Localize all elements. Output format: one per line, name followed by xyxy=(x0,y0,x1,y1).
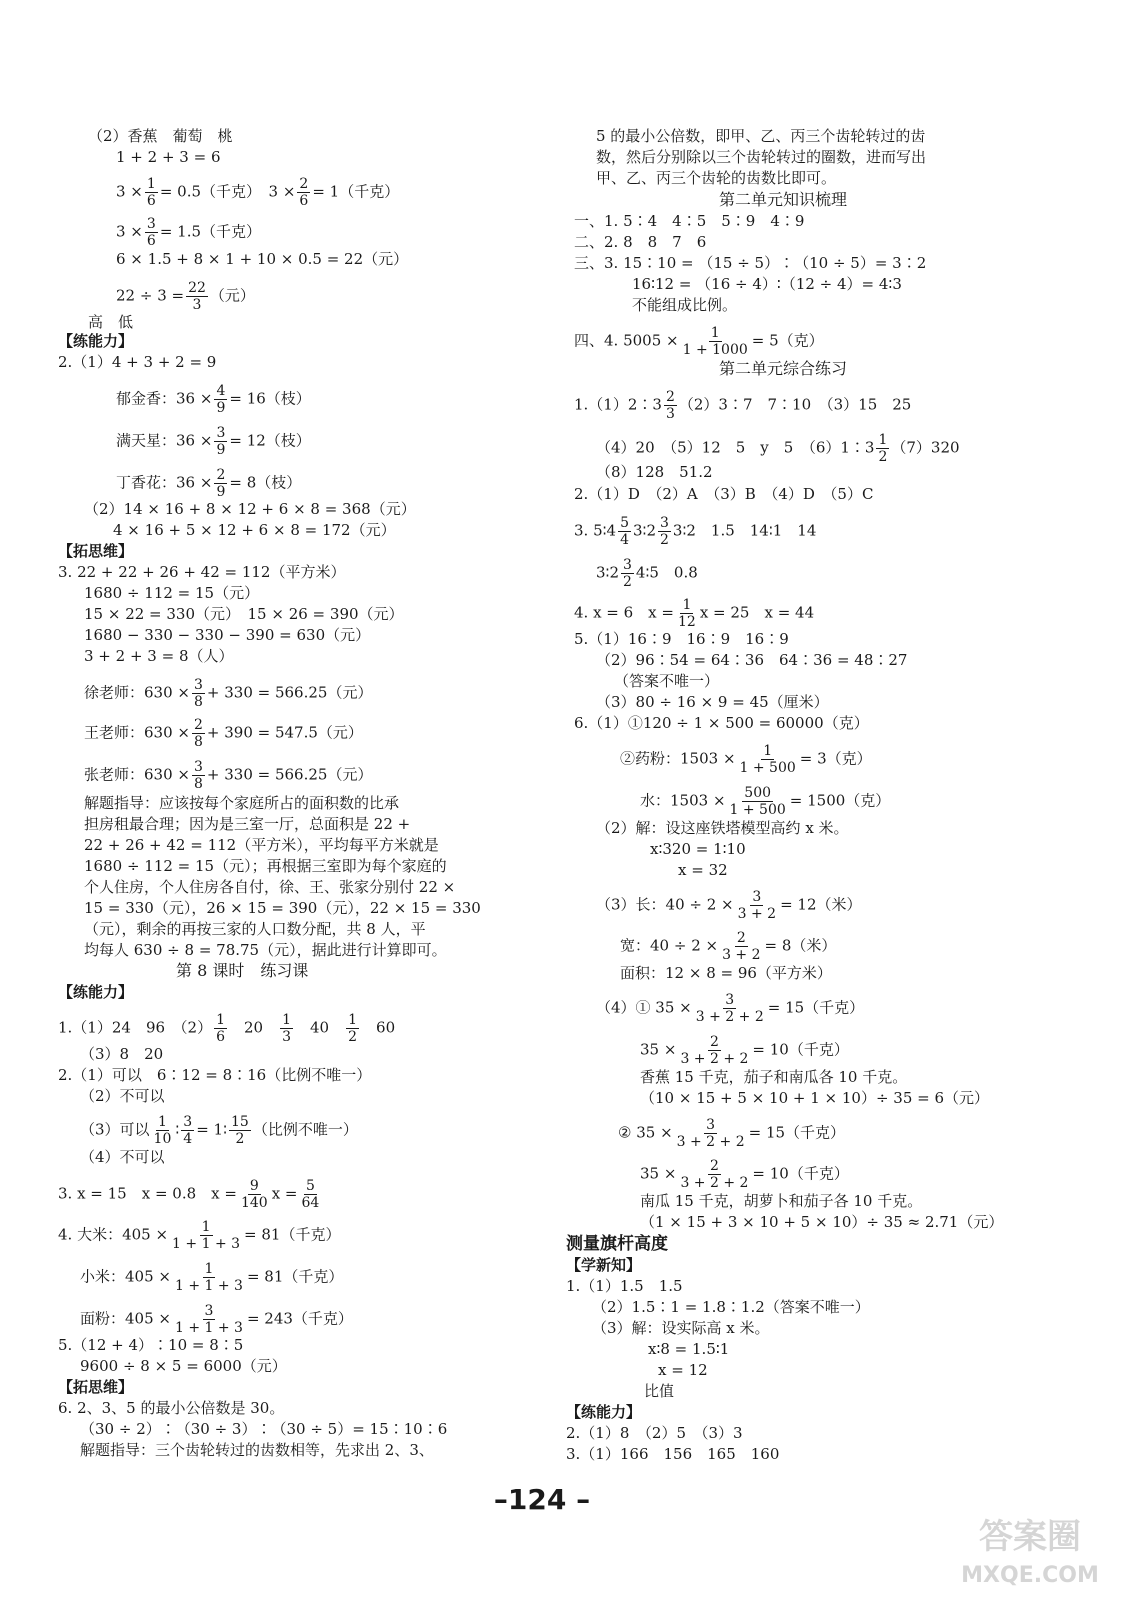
fraction: $\frac{2}{6}$ xyxy=(299,176,309,209)
text-line: 6 × 1.5 + 8 × 1 + 10 × 0.5 = 22（元） xyxy=(116,250,409,268)
fraction: $\frac{15}{2}$ xyxy=(231,1114,249,1147)
formula-line: 35 × $\frac{2}{3 + 2 + 2}$ = 10（千克） xyxy=(640,1158,849,1191)
fraction: $\frac{3}{3 + 2 + 2}$ xyxy=(676,1117,745,1150)
text-line: 比值 xyxy=(644,1382,675,1400)
page-number: –124 – xyxy=(493,1483,591,1516)
watermark-text-1: 答案圈 xyxy=(979,1517,1081,1557)
text-line: 3. 22 + 22 + 26 + 42 = 112（平方米） xyxy=(58,563,346,581)
text-line: （3）解：设实际高 x 米。 xyxy=(592,1319,770,1337)
fraction: $\frac{2}{3 + 2 + 2}$ xyxy=(680,1158,749,1191)
text-line: （2）14 × 16 + 8 × 12 + 6 × 8 = 368（元） xyxy=(84,500,416,518)
fraction: $\frac{3}{1 + 1 + 3}$ xyxy=(174,1303,243,1336)
text-line: （答案不唯一） xyxy=(614,672,720,690)
text-line: 1680 ÷ 112 = 15（元） xyxy=(84,584,260,602)
fraction: $\frac{1}{1 + 500}$ xyxy=(739,743,796,776)
explanation-line: 个人住房，个人住房各自付，徐、王、张家分别付 22 × xyxy=(84,878,456,896)
text-line: （2）不可以 xyxy=(80,1087,165,1105)
explanation-line: 15 = 330（元），26 × 15 = 390（元），22 × 15 = 330 xyxy=(84,899,481,917)
fraction: $\frac{3}{2}$ xyxy=(623,557,632,590)
text-line: 6.（1）①120 ÷ 1 × 500 = 60000（克） xyxy=(574,714,869,732)
fraction: $\frac{3}{9}$ xyxy=(216,425,226,458)
formula-line: 丁香花：36 × $\frac{2}{9}$ = 8（枝） xyxy=(116,467,302,500)
formula-line: 徐老师：630 × $\frac{3}{8}$ + 330 = 566.25（元） xyxy=(84,677,373,710)
fraction: $\frac{3}{6}$ xyxy=(146,216,156,249)
text-line: 2.（1）可以 6∶12 = 8∶16（比例不唯一） xyxy=(58,1066,372,1084)
formula-line: （4）① 35 × $\frac{3}{3 + 2 + 2}$ = 15（千克） xyxy=(596,992,865,1025)
text-line: 香蕉 15 千克，茄子和南瓜各 10 千克。 xyxy=(640,1068,908,1086)
formula-line: 3 × $\frac{1}{6}$ = 0.5（千克） 3 × $\frac{2}{6}$ = 1（千克） xyxy=(116,176,400,209)
text-line: （8）128 51.2 xyxy=(596,463,713,481)
fraction: $\frac{2}{3 + 2 + 2}$ xyxy=(680,1034,749,1067)
explanation-line: 1680 ÷ 112 = 15（元）；再根据三室即为每个家庭的 xyxy=(84,857,447,875)
text-line: （2）1.5∶1 = 1.8∶1.2（答案不唯一） xyxy=(592,1298,870,1316)
fraction: $\frac{3}{8}$ xyxy=(193,677,203,710)
text-line: 三、3. 15∶10 = （15 ÷ 5）∶（10 ÷ 5）= 3∶2 xyxy=(574,254,927,272)
formula-line: 3. 5∶4 $\frac{5}{4}$ 3∶2 $\frac{3}{2}$ 3∶2 1.5 14∶1 14 xyxy=(574,515,817,548)
text-line: 二、2. 8 8 7 6 xyxy=(574,233,707,251)
fraction: $\frac{22}{3}$ xyxy=(188,280,206,313)
formula-line: 王老师：630 × $\frac{2}{8}$ + 390 = 547.5（元） xyxy=(84,717,363,750)
text-line: 1680 − 330 − 330 − 390 = 630（元） xyxy=(84,626,371,644)
text-line: （1 × 15 + 3 × 10 + 5 × 10）÷ 35 ≈ 2.71（元） xyxy=(640,1213,1004,1231)
explanation-line: 担房租最合理；因为是三室一厅，总面积是 22 + xyxy=(84,815,411,833)
text-line: 16∶12 = （16 ÷ 4）∶（12 ÷ 4）= 4∶3 xyxy=(632,275,902,293)
section-title: 测量旗杆高度 xyxy=(566,1234,668,1254)
fraction: $\frac{1}{6}$ xyxy=(146,176,156,209)
text-line: （3）8 20 xyxy=(80,1045,164,1063)
formula-line: 面粉：405 × $\frac{3}{1 + 1 + 3}$ = 243（千克） xyxy=(80,1303,353,1336)
text-line: （10 × 15 + 5 × 10 + 1 × 10）÷ 35 = 6（元） xyxy=(640,1089,990,1107)
formula-line: 张老师：630 × $\frac{3}{8}$ + 330 = 566.25（元） xyxy=(84,759,373,792)
text-line: x∶8 = 1.5∶1 xyxy=(648,1340,730,1358)
text-line: x∶320 = 1∶10 xyxy=(650,840,746,858)
text-line: 2.（1）8 （2）5 （3）3 xyxy=(566,1424,743,1442)
text-line: 1.（1）1.5 1.5 xyxy=(566,1277,683,1295)
watermark-logo xyxy=(930,1510,1130,1590)
formula-line: 宽：40 ÷ 2 × $\frac{2}{3 + 2}$ = 8（米） xyxy=(620,930,837,963)
section-label: 【拓思维】 xyxy=(58,1378,134,1396)
text-line: 一、1. 5∶4 4∶5 5∶9 4∶9 xyxy=(574,212,805,230)
section-label: 【练能力】 xyxy=(566,1403,642,1421)
fraction: $\frac{2}{8}$ xyxy=(193,717,203,750)
explanation-line: 数，然后分别除以三个齿轮转过的圈数，进而写出 xyxy=(596,148,927,166)
formula-line: ② 35 × $\frac{3}{3 + 2 + 2}$ = 15（千克） xyxy=(618,1117,846,1150)
formula-line: 满天星：36 × $\frac{3}{9}$ = 12（枝） xyxy=(116,425,311,458)
section-label: 【练能力】 xyxy=(58,332,134,350)
formula-line: ②药粉：1503 × $\frac{1}{1 + 500}$ = 3（克） xyxy=(620,743,872,776)
watermark-text-2: MXQE.COM xyxy=(961,1563,1099,1588)
fraction: $\frac{1}{12}$ xyxy=(677,597,696,630)
text-line: 3.（1）166 156 165 160 xyxy=(566,1445,780,1463)
fraction: $\frac{2}{9}$ xyxy=(216,467,226,500)
formula-line: 4. x = 6 x = $\frac{1}{12}$ x = 25 x = 44 xyxy=(574,597,815,630)
fraction: $\frac{1}{2}$ xyxy=(878,432,888,465)
fraction: $\frac{1}{1 + 1 + 3}$ xyxy=(174,1261,243,1294)
explanation-line: 均每人 630 ÷ 8 = 78.75（元），据此进行计算即可。 xyxy=(84,941,447,959)
section-label: 【学新知】 xyxy=(566,1256,642,1274)
text-line: 3 + 2 + 3 = 8（人） xyxy=(84,647,234,665)
text-line: 2.（1）D （2）A （3）B （4）D （5）C xyxy=(574,485,874,503)
fraction: $\frac{3}{3 + 2 + 2}$ xyxy=(695,992,764,1025)
fraction: $\frac{3}{8}$ xyxy=(193,759,203,792)
formula-line: 四、4. 5005 × $\frac{1}{1 + 1000}$ = 5（克） xyxy=(574,325,824,358)
fraction: $\frac{1}{1 + 1000}$ xyxy=(682,325,748,358)
explanation-line: 22 + 26 + 42 = 112（平方米），平均每平方米就是 xyxy=(84,836,439,854)
unit-heading: 第二单元综合练习 xyxy=(719,359,848,378)
text-line: x = 12 xyxy=(658,1361,708,1379)
fraction: $\frac{5}{64}$ xyxy=(301,1178,320,1211)
text-line: （2）香蕉 葡萄 桃 xyxy=(88,127,233,145)
text-line: （30 ÷ 2）∶（30 ÷ 3）∶（30 ÷ 5）= 15∶10∶6 xyxy=(80,1420,448,1438)
explanation-line: （元），剩余的再按三家的人口数分配，共 8 人，平 xyxy=(84,920,426,938)
fraction: $\frac{3}{4}$ xyxy=(183,1114,193,1147)
explanation-line: 解题指导：应该按每个家庭所占的面积数的比承 xyxy=(84,794,400,812)
explanation-line: 甲、乙、丙三个齿轮的齿数比即可。 xyxy=(596,169,837,187)
fraction: $\frac{5}{4}$ xyxy=(620,515,629,548)
fraction: $\frac{4}{9}$ xyxy=(216,383,226,416)
formula-line: 3∶2 $\frac{3}{2}$ 4∶5 0.8 xyxy=(596,557,698,590)
text-line: 5.（1）16∶9 16∶9 16∶9 xyxy=(574,630,789,648)
unit-heading: 第二单元知识梳理 xyxy=(719,190,848,209)
text-line: （2）解：设这座铁塔模型高约 x 米。 xyxy=(596,819,849,837)
text-line: x = 32 xyxy=(678,861,728,879)
fraction: $\frac{1}{3}$ xyxy=(282,1012,292,1045)
fraction: $\frac{3}{2}$ xyxy=(660,515,669,548)
formula-line: 1.（1）2∶3 $\frac{2}{3}$ （2）3∶7 7∶10 （3）15 25 xyxy=(574,389,912,422)
explanation-line: 解题指导：三个齿轮转过的齿数相等，先求出 2、3、 xyxy=(80,1441,434,1459)
fraction: $\frac{500}{1 + 500}$ xyxy=(729,785,786,818)
formula-line: 1.（1）24 96 （2） $\frac{1}{6}$ 20 $\frac{1}{3}$ 40 $\frac{1}{2}$ 60 xyxy=(58,1012,396,1045)
formula-line: （3）可以 $\frac{1}{10}$ ∶ $\frac{3}{4}$ = 1∶ $\frac{15}{2}$ （比例不唯一） xyxy=(80,1114,358,1147)
formula-line: （3）长：40 ÷ 2 × $\frac{3}{3 + 2}$ = 12（米） xyxy=(596,889,862,922)
formula-line: （4）20 （5）12 5 y 5 （6）1∶3 $\frac{1}{2}$ （7）320 xyxy=(596,432,960,465)
text-line: 15 × 22 = 330（元） 15 × 26 = 390（元） xyxy=(84,605,404,623)
text-line: 不能组成比例。 xyxy=(632,296,738,314)
fraction: $\frac{1}{1 + 1 + 3}$ xyxy=(172,1219,241,1252)
formula-line: 郁金香：36 × $\frac{4}{9}$ = 16（枝） xyxy=(116,383,311,416)
text-line: 4 × 16 + 5 × 12 + 6 × 8 = 172（元） xyxy=(113,521,396,539)
fraction: $\frac{1}{2}$ xyxy=(348,1012,358,1045)
fraction: $\frac{1}{10}$ xyxy=(153,1114,172,1147)
text-line: （3）80 ÷ 16 × 9 = 45（厘米） xyxy=(596,693,829,711)
formula-line: 22 ÷ 3 = $\frac{22}{3}$ （元） xyxy=(116,280,255,313)
section-label: 【拓思维】 xyxy=(58,542,134,560)
formula-line: 3 × $\frac{3}{6}$ = 1.5（千克） xyxy=(116,216,262,249)
formula-line: 水：1503 × $\frac{500}{1 + 500}$ = 1500（克） xyxy=(640,785,891,818)
section-label: 【练能力】 xyxy=(58,983,134,1001)
text-line: 1 + 2 + 3 = 6 xyxy=(116,148,221,166)
fraction: $\frac{1}{6}$ xyxy=(216,1012,225,1045)
explanation-line: 5 的最小公倍数，即甲、乙、丙三个齿轮转过的齿 xyxy=(596,127,926,145)
fraction: $\frac{3}{3 + 2}$ xyxy=(737,889,777,922)
formula-line: 4. 大米：405 × $\frac{1}{1 + 1 + 3}$ = 81（千克） xyxy=(58,1219,341,1252)
formula-line: 35 × $\frac{2}{3 + 2 + 2}$ = 10（千克） xyxy=(640,1034,849,1067)
formula-line: 3. x = 15 x = 0.8 x = $\frac{9}{140}$ x = $\frac{5}{64}$ xyxy=(58,1178,320,1211)
text-line: 2.（1）4 + 3 + 2 = 9 xyxy=(58,353,217,371)
text-line: 9600 ÷ 8 × 5 = 6000（元） xyxy=(80,1357,287,1375)
fraction: $\frac{2}{3 + 2}$ xyxy=(722,930,761,963)
text-line: 南瓜 15 千克，胡萝卜和茄子各 10 千克。 xyxy=(640,1192,923,1210)
lesson-heading: 第 8 课时 练习课 xyxy=(176,961,309,980)
text-line: 6. 2、3、5 的最小公倍数是 30。 xyxy=(58,1399,285,1417)
text-line: （4）不可以 xyxy=(80,1148,165,1166)
text-line: 5.（12 + 4）∶10 = 8∶5 xyxy=(58,1336,244,1354)
text-line: 高 低 xyxy=(88,313,134,331)
text-line: 面积：12 × 8 = 96（平方米） xyxy=(620,964,832,982)
fraction: $\frac{9}{140}$ xyxy=(240,1178,268,1211)
text-line: （2）96∶54 = 64∶36 64∶36 = 48∶27 xyxy=(596,651,908,669)
fraction: $\frac{2}{3}$ xyxy=(665,389,675,422)
formula-line: 小米：405 × $\frac{1}{1 + 1 + 3}$ = 81（千克） xyxy=(80,1261,344,1294)
